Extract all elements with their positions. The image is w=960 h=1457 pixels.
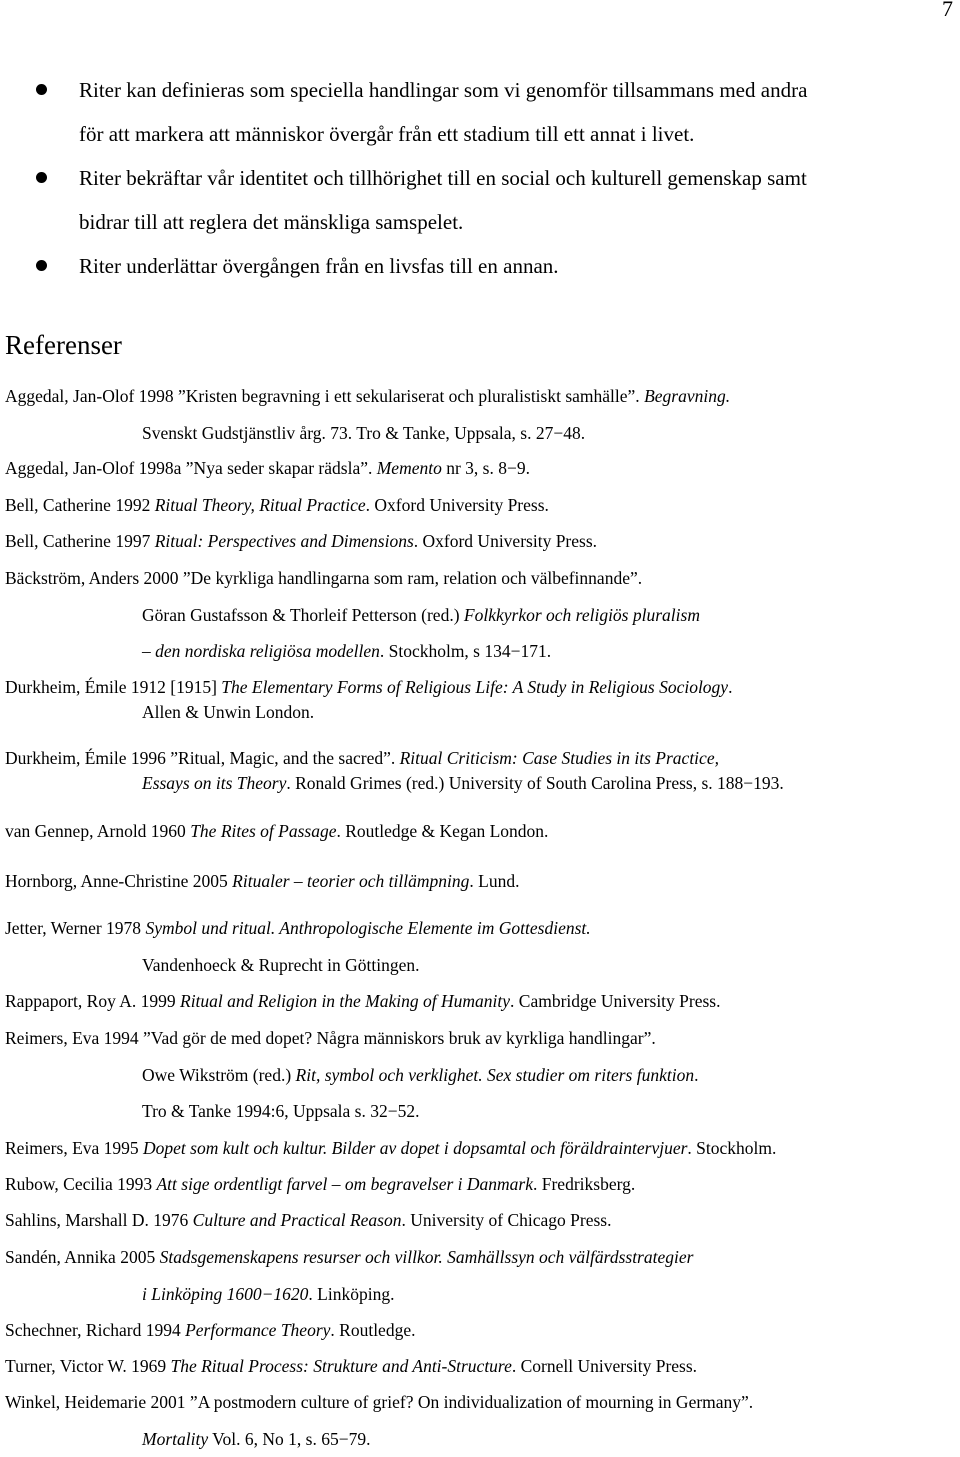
ref-text: Durkheim, Émile 1996 ”Ritual, Magic, and the sacred”.: [5, 748, 400, 768]
ref-text: Jetter, Werner 1978: [5, 918, 146, 938]
ref-title: Performance Theory: [185, 1320, 331, 1340]
ref-text: . Stockholm.: [687, 1138, 777, 1158]
ref-title: Memento: [376, 458, 442, 478]
ref-text: van Gennep, Arnold 1960: [5, 821, 191, 841]
reference-entry: [5, 1239, 960, 1312]
ref-title: – den nordiska religiösa modellen: [142, 641, 380, 661]
ref-text: Göran Gustafsson & Thorleif Petterson (red.): [142, 604, 464, 625]
ref-title: Ritualer – teorier och tillämpning: [232, 871, 470, 891]
bullet-line: Riter bekräftar vår identitet och tillhörighet till en social och kulturell gemenskap samt: [79, 166, 807, 190]
bullet-item: [36, 68, 958, 156]
bullet-line: Riter kan definieras som speciella handlingar som vi genomför tillsammans med andra: [79, 78, 808, 102]
bullet-line: för att markera att människor övergår från ett stadium till ett annat i livet.: [79, 122, 695, 146]
ref-text: .: [694, 1064, 699, 1085]
ref-text: . Ronald Grimes (red.) University of South Carolina Press, s. 188−193.: [286, 773, 784, 793]
reference-entry: [5, 1348, 960, 1385]
ref-title: i Linköping 1600−1620: [142, 1283, 309, 1304]
ref-text: . Fredriksberg.: [533, 1174, 636, 1194]
ref-title: The Rites of Passage: [190, 821, 337, 841]
ref-text: Sandén, Annika 2005: [5, 1247, 160, 1267]
ref-text: Durkheim, Émile 1912 [1915]: [5, 677, 222, 697]
ref-text: Hornborg, Anne-Christine 2005: [5, 871, 233, 891]
ref-text: . Routledge.: [330, 1320, 416, 1340]
reference-entry: [5, 983, 960, 1020]
ref-text: Turner, Victor W. 1969: [5, 1356, 171, 1376]
ref-text: Svenskt Gudstjänstliv årg. 73. Tro & Tanke, Uppsala, s. 27−48.: [142, 422, 586, 443]
ref-text: Rappaport, Roy A. 1999: [5, 991, 180, 1011]
reference-entry: [5, 487, 960, 524]
ref-title: Att sige ordentligt farvel – om begravelser i Danmark: [156, 1174, 533, 1194]
ref-text: Winkel, Heidemarie 2001 ”A postmodern culture of grief? On individualization of mourning in Germany”.: [5, 1392, 754, 1412]
references-heading: Referenser: [5, 330, 122, 360]
ref-title: Ritual Criticism: Case Studies in its Practice,: [399, 748, 719, 768]
ref-text: Schechner, Richard 1994: [5, 1320, 186, 1340]
reference-entry: [5, 1384, 960, 1457]
reference-entry: [5, 675, 960, 725]
reference-entry: [5, 450, 960, 487]
bullet-dot-icon: [36, 260, 47, 271]
ref-text: . Linköping.: [308, 1283, 395, 1304]
ref-text: . Oxford University Press.: [413, 531, 598, 551]
ref-text: Sahlins, Marshall D. 1976: [5, 1210, 193, 1230]
ref-text: Bäckström, Anders 2000 ”De kyrkliga handlingarna som ram, relation och välbefinnande”.: [5, 568, 643, 588]
ref-text: Vol. 6, No 1, s. 65−79.: [208, 1428, 371, 1449]
reference-entry: [5, 523, 960, 560]
ref-text: . Lund.: [469, 871, 520, 891]
ref-text: . University of Chicago Press.: [401, 1210, 612, 1230]
ref-title: Essays on its Theory: [142, 773, 287, 793]
ref-title: The Ritual Process: Strukture and Anti-Structure: [170, 1356, 512, 1376]
ref-title: Stadsgemenskapens resurser och villkor. Samhällssyn och välfärdsstrategier: [159, 1247, 694, 1267]
ref-text: Aggedal, Jan-Olof 1998 ”Kristen begravning i ett sekulariserat och pluralistiskt samhälle”.: [5, 386, 645, 406]
reference-entry: [5, 1130, 960, 1167]
ref-text: Reimers, Eva 1995: [5, 1138, 144, 1158]
reference-entry: [5, 1020, 960, 1130]
ref-title: Culture and Practical Reason: [192, 1210, 402, 1230]
reference-entry: [5, 910, 960, 983]
reference-entry: [5, 1312, 960, 1349]
ref-text: Bell, Catherine 1992: [5, 495, 155, 515]
page-number: 7: [942, 0, 953, 21]
reference-entry: [5, 378, 960, 451]
bullet-dot-icon: [36, 172, 47, 183]
ref-text: . Cambridge University Press.: [510, 991, 721, 1011]
reference-entry: [5, 746, 960, 796]
bullet-line: Riter underlättar övergången från en livsfas till en annan.: [79, 254, 559, 278]
ref-text: . Stockholm, s 134−171.: [379, 641, 552, 661]
ref-text: nr 3, s. 8−9.: [441, 458, 530, 478]
ref-title: Begravning.: [644, 386, 731, 406]
reference-entry: [5, 863, 960, 900]
ref-text: Allen & Unwin London.: [142, 702, 315, 722]
ref-title: Folkkyrkor och religiös pluralism: [463, 604, 700, 625]
bullet-list: [36, 68, 958, 288]
ref-text: Owe Wikström (red.): [142, 1064, 296, 1085]
ref-text: Vandenhoeck & Ruprecht in Göttingen.: [142, 954, 420, 975]
ref-title: Symbol und ritual. Anthropologische Elemente im Gottesdienst.: [145, 918, 591, 938]
ref-text: . Cornell University Press.: [511, 1356, 698, 1376]
reference-entry: [5, 1202, 960, 1239]
reference-entry: [5, 1166, 960, 1203]
ref-text: Bell, Catherine 1997: [5, 531, 155, 551]
ref-text: . Routledge & Kegan London.: [336, 821, 549, 841]
bullet-item: [36, 244, 958, 288]
reference-entry: [5, 560, 960, 670]
ref-text: Aggedal, Jan-Olof 1998a ”Nya seder skapar rädsla”.: [5, 458, 377, 478]
bullet-dot-icon: [36, 84, 47, 95]
bullet-item: [36, 156, 958, 244]
ref-title: Ritual and Religion in the Making of Humanity: [180, 991, 511, 1011]
ref-text: Reimers, Eva 1994 ”Vad gör de med dopet? Några människors bruk av kyrkliga handlingar”.: [5, 1028, 656, 1048]
ref-title: Ritual: Perspectives and Dimensions: [154, 531, 414, 551]
ref-title: Ritual Theory, Ritual Practice: [154, 495, 366, 515]
ref-title: Rit, symbol och verklighet. Sex studier om riters funktion: [295, 1064, 695, 1085]
ref-text: . Oxford University Press.: [365, 495, 549, 515]
bullet-line: bidrar till att reglera det mänskliga samspelet.: [79, 210, 464, 234]
ref-title: The Elementary Forms of Religious Life: A Study in Religious Sociology: [221, 677, 729, 697]
reference-entry: [5, 813, 960, 850]
ref-title: Mortality: [142, 1428, 209, 1449]
ref-text: .: [728, 677, 733, 697]
ref-text: Rubow, Cecilia 1993: [5, 1174, 157, 1194]
ref-title: Dopet som kult och kultur. Bilder av dopet i dopsamtal och föräldraintervjuer: [143, 1138, 688, 1158]
ref-text: Tro & Tanke 1994:6, Uppsala s. 32−52.: [142, 1101, 420, 1121]
